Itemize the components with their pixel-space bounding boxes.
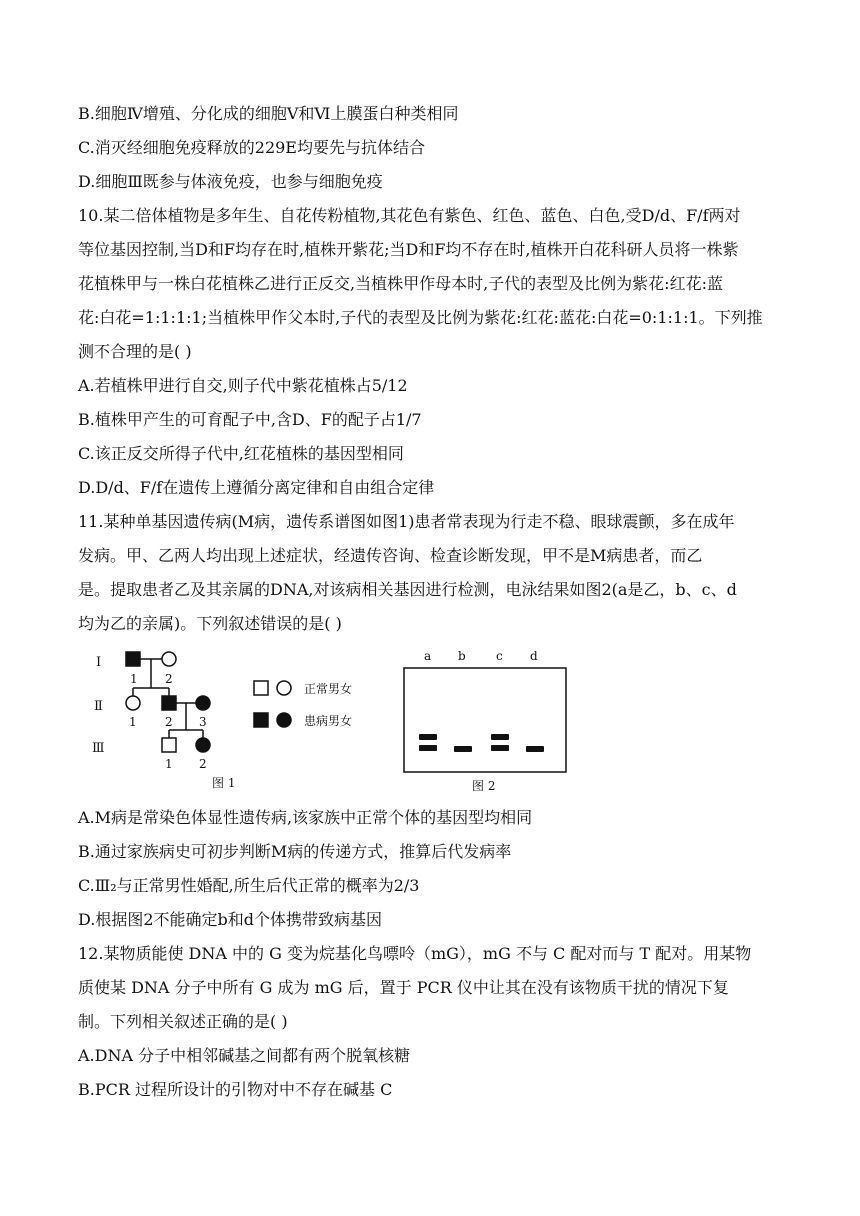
text-line: 测不合理的是( ) bbox=[78, 342, 192, 361]
figure-1-caption: 图 1 bbox=[212, 776, 236, 790]
lane-label-c: c bbox=[496, 649, 503, 663]
pedigree-i1-affected-male bbox=[126, 652, 140, 666]
text-line: A.DNA 分子中相邻碱基之间都有两个脱氧核糖 bbox=[78, 1046, 411, 1065]
pedigree-iii2-affected-female bbox=[196, 738, 210, 752]
pedigree-num-ii1: 1 bbox=[129, 715, 137, 729]
band-a-upper bbox=[419, 734, 437, 740]
figures-svg bbox=[86, 638, 786, 798]
pedigree-num-iii2: 2 bbox=[199, 757, 207, 771]
text-line: 花:白花=1:1:1:1;当植株甲作父本时,子代的表型及比例为紫花:红花:蓝花:白花=0:1:1:1。下列推 bbox=[78, 308, 763, 327]
text-line: 是。提取患者乙及其亲属的DNA,对该病相关基因进行检测，电泳结果如图2(a是乙，b、c、d bbox=[78, 580, 737, 599]
legend-affected-female-icon bbox=[277, 713, 291, 727]
text-line: 均为乙的亲属)。下列叙述错误的是( ) bbox=[78, 614, 342, 633]
lane-label-d: d bbox=[530, 649, 538, 663]
pedigree-num-i1: 1 bbox=[130, 672, 138, 686]
text-line: B.细胞Ⅳ增殖、分化成的细胞Ⅴ和Ⅵ上膜蛋白种类相同 bbox=[78, 104, 459, 123]
pedigree-ii2-affected-male bbox=[162, 696, 176, 710]
lane-label-b: b bbox=[458, 649, 466, 663]
generation-label-2: Ⅱ bbox=[94, 699, 103, 714]
text-line: 10.某二倍体植物是多年生、自花传粉植物,其花色有紫色、红色、蓝色、白色,受D/d、F/f两对 bbox=[78, 206, 741, 225]
legend-affected-male-icon bbox=[254, 713, 268, 727]
generation-label-3: Ⅲ bbox=[92, 741, 105, 756]
text-line: C.Ⅲ₂与正常男性婚配,所生后代正常的概率为2/3 bbox=[78, 876, 420, 895]
figures-row bbox=[86, 638, 786, 798]
text-line: D.D/d、F/f在遗传上遵循分离定律和自由组合定律 bbox=[78, 478, 435, 497]
legend-affected-label: 患病男女 bbox=[304, 714, 353, 728]
legend-normal-label: 正常男女 bbox=[304, 682, 353, 696]
text-line: 质使某 DNA 分子中所有 G 成为 mG 后，置于 PCR 仪中让其在没有该物质干扰的情况下复 bbox=[78, 978, 729, 997]
pedigree-figure-1 bbox=[92, 652, 352, 790]
band-b-lower bbox=[454, 746, 472, 752]
band-d-lower bbox=[526, 746, 544, 752]
pedigree-i2-normal-female bbox=[162, 652, 176, 666]
generation-label-1: Ⅰ bbox=[96, 655, 102, 670]
gel-frame bbox=[404, 668, 566, 772]
text-line: B.通过家族病史可初步判断M病的传递方式，推算后代发病率 bbox=[78, 842, 512, 861]
text-line: A.M病是常染色体显性遗传病,该家族中正常个体的基因型均相同 bbox=[78, 808, 533, 827]
pedigree-num-ii2: 2 bbox=[165, 715, 173, 729]
text-line: B.PCR 过程所设计的引物对中不存在碱基 C bbox=[78, 1080, 393, 1099]
band-c-lower bbox=[491, 745, 509, 751]
pedigree-iii1-normal-male bbox=[162, 738, 176, 752]
pedigree-num-iii1: 1 bbox=[165, 757, 173, 771]
band-a-lower bbox=[419, 745, 437, 751]
legend-normal-female-icon bbox=[277, 681, 291, 695]
legend-normal-male-icon bbox=[254, 681, 268, 695]
text-line: D.细胞Ⅲ既参与体液免疫，也参与细胞免疫 bbox=[78, 172, 383, 191]
band-c-upper bbox=[491, 734, 509, 740]
figure-2-caption: 图 2 bbox=[472, 779, 496, 793]
text-line: 12.某物质能使 DNA 中的 G 变为烷基化鸟嘌呤（mG），mG 不与 C 配对而与 T 配对。用某物 bbox=[78, 944, 752, 963]
text-line: 发病。甲、乙两人均出现上述症状，经遗传咨询、检查诊断发现，甲不是M病患者，而乙 bbox=[78, 546, 703, 565]
text-line: 花植株甲与一株白花植株乙进行正反交,当植株甲作母本时,子代的表型及比例为紫花:红花:蓝 bbox=[78, 274, 723, 293]
text-line: 等位基因控制,当D和F均存在时,植株开紫花;当D和F均不存在时,植株开白花科研人员将一株紫 bbox=[78, 240, 739, 259]
text-line: D.根据图2不能确定b和d个体携带致病基因 bbox=[78, 910, 383, 929]
pedigree-num-i2: 2 bbox=[165, 672, 173, 686]
electrophoresis-figure-2 bbox=[404, 649, 566, 793]
pedigree-num-ii3: 3 bbox=[199, 715, 207, 729]
pedigree-ii1-normal-female bbox=[126, 696, 140, 710]
lane-label-a: a bbox=[424, 649, 432, 663]
text-line: 制。下列相关叙述正确的是( ) bbox=[78, 1012, 288, 1031]
text-line: C.该正反交所得子代中,红花植株的基因型相同 bbox=[78, 444, 404, 463]
text-line: 11.某种单基因遗传病(M病，遗传系谱图如图1)患者常表现为行走不稳、眼球震颤，多在成年 bbox=[78, 512, 735, 531]
text-line: B.植株甲产生的可育配子中,含D、F的配子占1/7 bbox=[78, 410, 422, 429]
text-line: C.消灭经细胞免疫释放的229E均要先与抗体结合 bbox=[78, 138, 425, 157]
text-line: A.若植株甲进行自交,则子代中紫花植株占5/12 bbox=[78, 376, 408, 395]
pedigree-ii3-affected-female bbox=[196, 696, 210, 710]
